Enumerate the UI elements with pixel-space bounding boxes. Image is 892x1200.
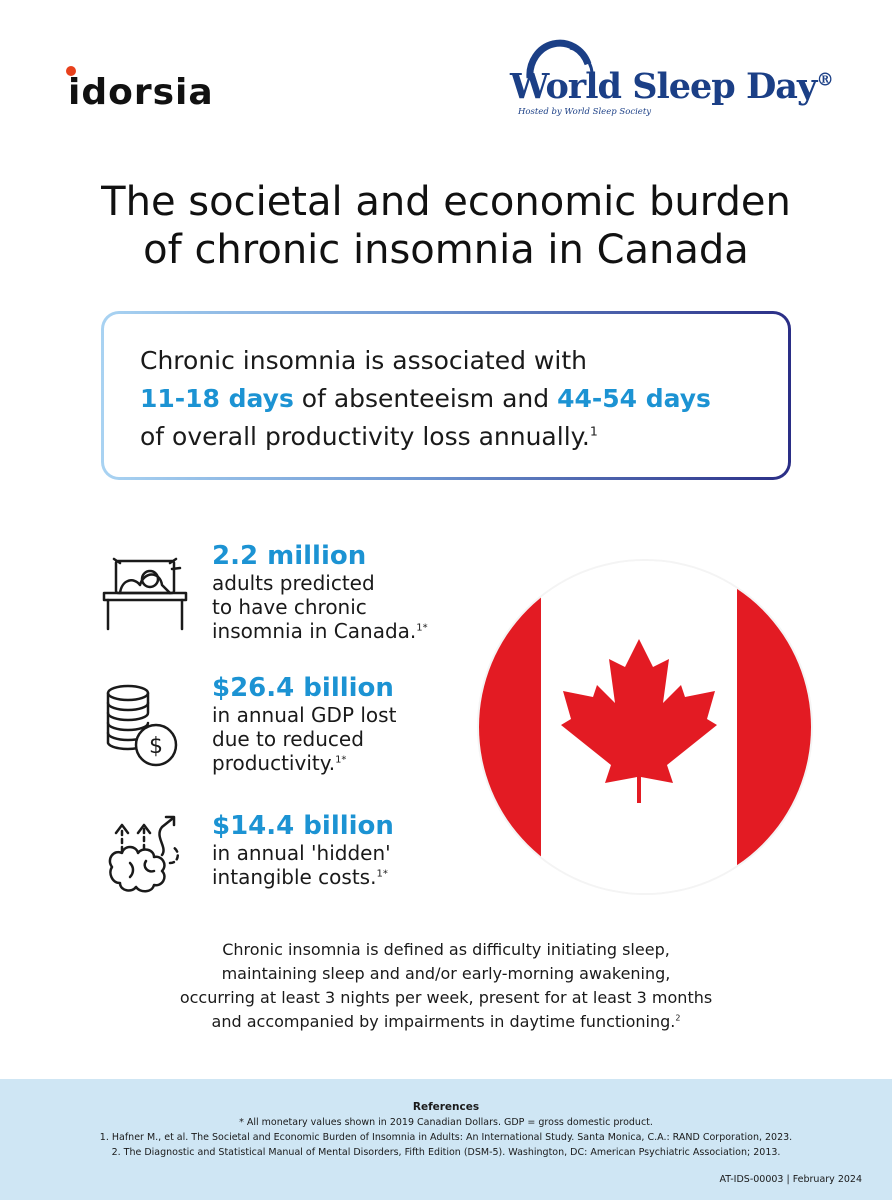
callout-inner [104, 314, 788, 477]
idorsia-logo-text: idorsia [68, 72, 214, 113]
stat-hidden-text [212, 811, 472, 889]
references-heading: References [412, 1101, 480, 1113]
currency-note: * All monetary values shown in 2019 Canadian Dollars. GDP = gross domestic product. [239, 1117, 653, 1128]
svg-text:$: $ [149, 734, 163, 759]
page-title [0, 178, 892, 274]
productivity-loss-days: 44-54 days [557, 384, 711, 413]
stat-gdp-text [212, 673, 472, 775]
title-line-1: The societal and economic burden [101, 179, 791, 225]
stat-description: in annual 'hidden' intangible costs.$^{1*}$ [212, 841, 391, 889]
coins-dollar-icon [100, 673, 190, 773]
stat-description: adults predicted to have chronic insomnia in Canada.$^{1*}$ [212, 571, 428, 643]
world-sleep-day-logo [508, 38, 833, 118]
wsd-title: World Sleep Day® [510, 66, 833, 107]
stat-adults-text [212, 541, 472, 643]
wsd-subtitle: Hosted by World Sleep Society [518, 107, 652, 117]
stat-value: 2.2 million [212, 541, 367, 571]
callout-text: Chronic insomnia is associated with 11-18 days of absenteeism and 44-54 days of overall productivity loss annually.$^1$ [140, 346, 711, 451]
absenteeism-days: 11-18 days [140, 384, 294, 413]
brain-arrows-icon [100, 811, 190, 893]
sleeping-at-desk-icon [100, 541, 190, 633]
canada-flag [479, 561, 811, 893]
insomnia-definition: Chronic insomnia is defined as difficulty initiating sleep, maintaining sleep and and/or early-morning awakening, occurring at least 3 nights per week, present for at least 3 months and accompanied by impairments in daytime functioning.$^2$ [179, 940, 713, 1031]
reference-2: 2. The Diagnostic and Statistical Manual of Mental Disorders, Fifth Edition (DSM-5). Washington, DC: American Psychiatric Association; 2013. [111, 1147, 781, 1158]
canada-flag-graphic [479, 561, 811, 893]
callout-box [101, 311, 791, 480]
stat-description: in annual GDP lost due to reduced productivity.$^{1*}$ [212, 703, 397, 775]
stat-value: $26.4 billion [212, 673, 394, 703]
title-line-2: of chronic insomnia in Canada [143, 227, 749, 273]
idorsia-logo [66, 66, 214, 114]
references-footer [0, 1079, 892, 1200]
stat-value: $14.4 billion [212, 811, 394, 841]
reference-1: 1. Hafner M., et al. The Societal and Economic Burden of Insomnia in Adults: An International Study. Santa Monica, C.A.: RAND Corporation, 2023. [99, 1132, 793, 1143]
document-code: AT-IDS-00003 | February 2024 [719, 1174, 862, 1185]
